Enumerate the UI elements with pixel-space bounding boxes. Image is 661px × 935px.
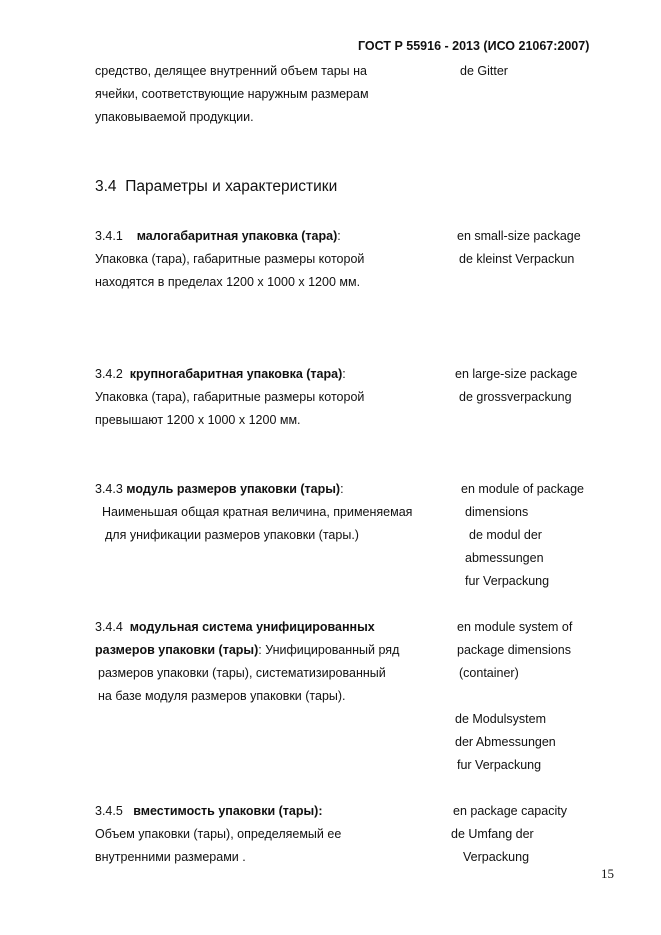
term-heading [95, 483, 344, 496]
term-equivalent: en package capacity [453, 804, 567, 818]
term-definition-line: внутренними размерами . [95, 850, 246, 864]
term-equivalent: de Umfang der [451, 827, 534, 841]
term-equivalent: fur Verpackung [457, 758, 542, 772]
term-name: модульная система унифицированных [129, 620, 375, 634]
term-equivalent: abmessungen [465, 551, 544, 565]
term-equivalent: en small-size package [457, 229, 581, 243]
term-heading [95, 805, 322, 818]
term-equivalent: fur Verpackung [465, 574, 550, 588]
term-heading [95, 230, 341, 243]
term-equivalent: en module of package [461, 482, 585, 496]
intro-line: средство, делящее внутренний объем тары на [95, 64, 367, 78]
term-number: 3.4.3 [95, 482, 123, 496]
term-number: 3.4.1 [95, 229, 123, 243]
term-definition-line: для унификации размеров упаковки (тары.) [105, 528, 359, 542]
term-equivalent: de grossverpackung [459, 390, 572, 404]
term-number: 3.4.2 [95, 367, 123, 381]
intro-line: упаковываемой продукции. [95, 110, 254, 124]
term-name: модуль размеров упаковки (тары) [126, 482, 341, 496]
term-equivalent: de kleinst Verpackun [459, 252, 575, 266]
term-definition-line: размеров упаковки (тары), систематизированный [98, 666, 386, 680]
term-punct: : [342, 367, 346, 381]
intro-line: ячейки, соответствующие наружным размерам [95, 87, 369, 101]
term-equivalent: Verpackung [463, 850, 530, 864]
term-punct: : [337, 229, 341, 243]
term-equivalent: der Abmessungen [455, 735, 556, 749]
section-heading [95, 179, 337, 195]
term-equivalent: de modul der [469, 528, 542, 542]
term-equivalent: dimensions [465, 505, 529, 519]
term-name: вместимость упаковки (тары): [133, 804, 323, 818]
document-header: ГОСТ Р 55916 - 2013 (ИСО 21067:2007) [358, 39, 590, 53]
term-name: размеров упаковки (тары) [95, 643, 259, 657]
page-number: 15 [601, 866, 614, 881]
term-number: 3.4.5 [95, 804, 123, 818]
term-heading [95, 368, 346, 381]
term-heading-continued [95, 644, 399, 657]
term-equivalent: de Modulsystem [455, 712, 547, 726]
term-definition-line: Наименьшая общая кратная величина, применяемая [102, 505, 413, 519]
term-definition-line: находятся в пределах 1200 х 1000 х 1200 мм. [95, 275, 361, 289]
term-equivalent: en large-size package [455, 367, 578, 381]
section-title: Параметры и характеристики [125, 178, 338, 195]
term-definition-line: Объем упаковки (тары), определяемый ее [95, 827, 342, 841]
term-definition-line: Упаковка (тара), габаритные размеры которой [95, 252, 365, 266]
term-equivalent: en module system of [457, 620, 573, 634]
term-definition-start: : Унифицированный ряд [258, 643, 400, 657]
term-definition-line: Упаковка (тара), габаритные размеры которой [95, 390, 365, 404]
section-number: 3.4 [95, 178, 117, 195]
term-heading [95, 621, 375, 634]
term-equivalent: package dimensions [457, 643, 571, 657]
term-punct: : [340, 482, 344, 496]
term-number: 3.4.4 [95, 620, 123, 634]
term-name: крупногабаритная упаковка (тара) [129, 367, 343, 381]
term-definition-line: на базе модуля размеров упаковки (тары). [98, 689, 346, 703]
term-definition-line: превышают 1200 х 1000 х 1200 мм. [95, 413, 301, 427]
term-name: малогабаритная упаковка (тара) [136, 229, 338, 243]
term-equivalent: (container) [459, 666, 519, 680]
intro-equivalent: de Gitter [460, 64, 508, 78]
